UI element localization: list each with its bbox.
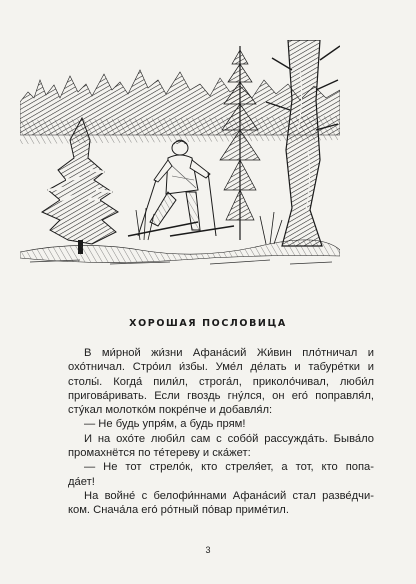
large-tree-right (266, 40, 340, 246)
text-line: В ми́рной жи́зни Афана́сий Жи́вин пло́тничал и (84, 347, 374, 359)
text-line: да́ет! (68, 475, 95, 488)
text-line: пригова́ривать. Если гвоздь гну́лся, он его́ поправля́л, (68, 389, 374, 402)
skier-figure (128, 140, 234, 236)
text-line: столы́. Когда́ пили́л, строга́л, приколо́чивал, люби́л (68, 375, 374, 388)
young-fir-center (220, 46, 260, 240)
text-line: И на охо́те люби́л сам с собо́й рассужда́ть. Быва́ло (84, 432, 374, 445)
text-line: сту́кал молотко́м покре́пче и добавля́л: (68, 404, 273, 417)
text-line: ком. Снача́ла его́ ро́тный по́вар приме́тил. (68, 504, 289, 517)
winter-forest-skier-illustration (20, 40, 340, 270)
text-line: На войне́ с белофи́ннами Афана́сий стал разве́дчи- (84, 489, 374, 502)
snow-ground (20, 240, 340, 263)
ski-right (170, 226, 234, 236)
story-text (68, 346, 374, 518)
text-line: — Не будь упря́м, а будь прям! (84, 418, 246, 431)
text-line: промахнётся по те́тереву и ска́жет: (68, 447, 251, 460)
page-number: 3 (205, 545, 211, 555)
text-line: — Не тот стрело́к, кто стреля́ет, а тот, кто попа- (84, 461, 374, 474)
story-title: ХОРОШАЯ ПОСЛОВИЦА (129, 318, 287, 329)
text-line: охо́тничал. Стро́ил и́збы. Уме́л де́лать и табуре́тки и (68, 361, 374, 374)
